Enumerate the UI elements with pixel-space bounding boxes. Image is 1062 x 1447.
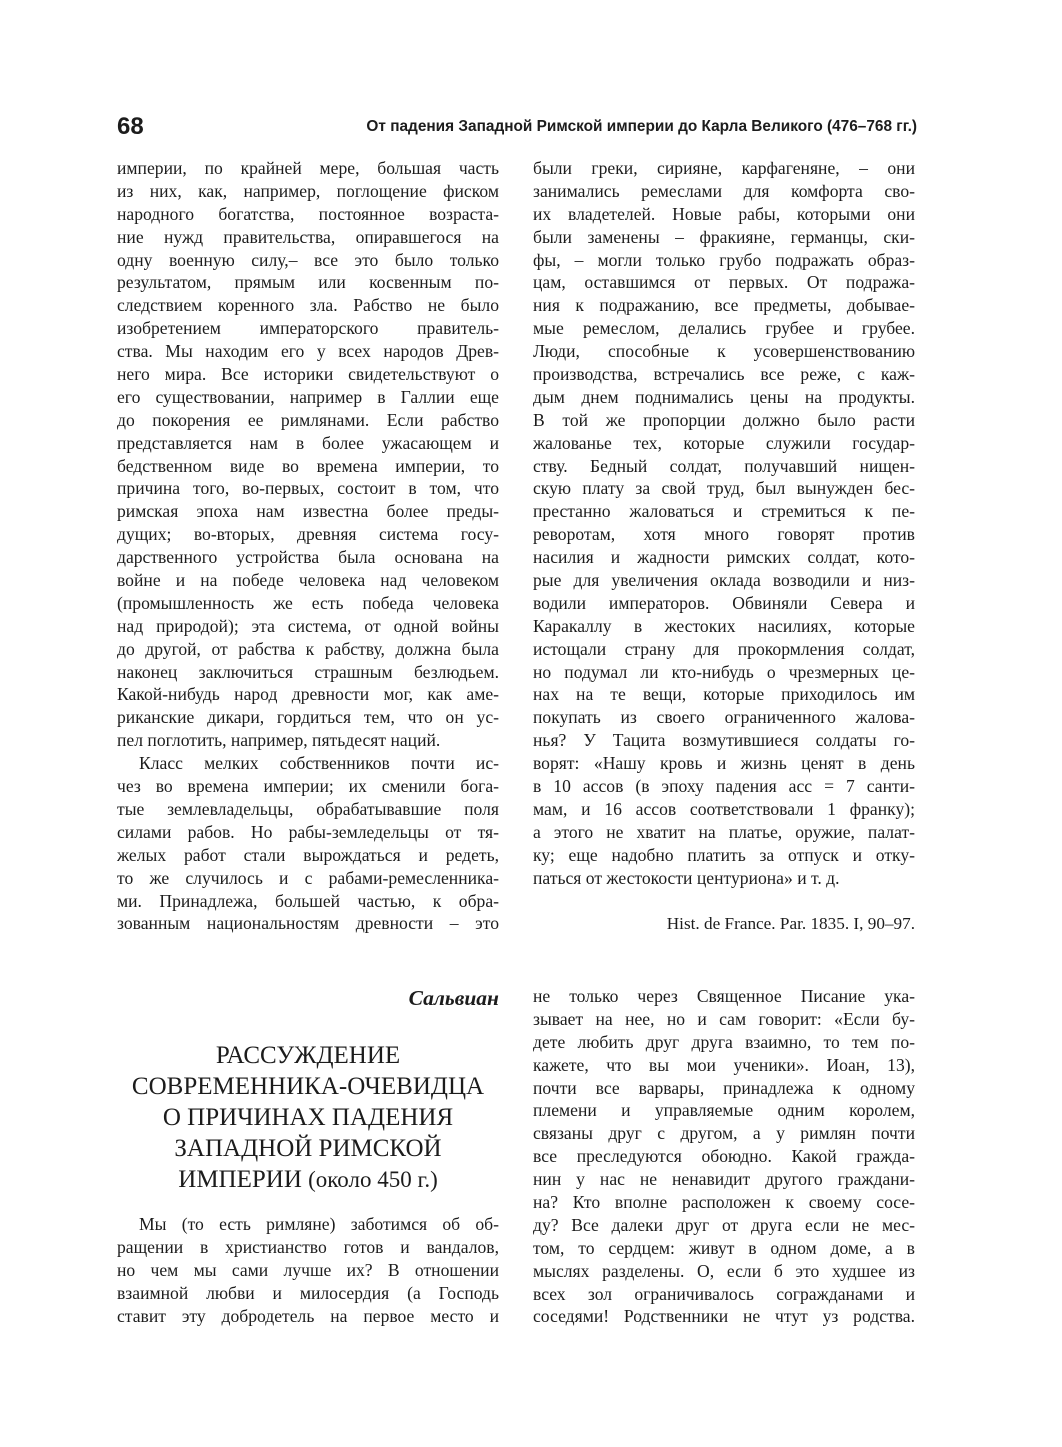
- text-line: реворотам, хотя много говорят против: [533, 524, 915, 545]
- text-line: были греки, сирияне, карфагеняне, – они: [533, 158, 915, 178]
- left-column-bottom-text: [117, 1213, 499, 1327]
- text-line: чез во времена империи; их сменили бога-: [117, 776, 499, 797]
- text-line: соседями! Родственники не чтут уз родства.: [533, 1306, 915, 1327]
- text-line: а этого не хватит на платье, оружие, палат-: [533, 821, 915, 842]
- text-line: кажете, что вы мои ученики». Иоан, 13),: [533, 1054, 915, 1075]
- text-line: скую плату за свой труд, был вынужден бес-: [533, 478, 915, 499]
- text-line: водили императоров. Обвиняли Севера и: [533, 592, 915, 613]
- text-line: изобретением императорского правитель-: [117, 318, 499, 339]
- text-line: все преследуются обоюдно. Какой гражда-: [533, 1146, 915, 1167]
- text-line: то же случилось и с рабами-ремесленника-: [117, 867, 499, 888]
- text-line: покупать из своего ограниченного жалова-: [533, 707, 915, 728]
- text-line: следствием коренного зла. Рабство не было: [117, 295, 499, 316]
- text-line: народного богатства, постоянное возраста-: [117, 203, 499, 224]
- text-line: войне и на победе человека над человеком: [117, 570, 499, 591]
- text-line: рые для увеличения оклада возводили и низ-: [533, 570, 915, 591]
- text-line: зывает на нее, но и сам говорит: «Если бу-: [533, 1008, 915, 1029]
- text-line: ку; еще надобно платить за отпуск и отку-: [533, 844, 915, 865]
- text-line: престанно жаловаться и стремиться к пе-: [533, 501, 915, 522]
- text-line: из них, как, например, поглощение фиском: [117, 180, 499, 201]
- text-line: фы, – могли только грубо подражать образ-: [533, 249, 915, 270]
- text-line: одну военную силу,– все это было только: [117, 249, 499, 270]
- text-line: Каракаллу в жестоких насилиях, которые: [533, 615, 915, 636]
- text-line: цам, оставшимся от первых. От подража-: [533, 272, 915, 293]
- title-date: (около 450 г.): [308, 1167, 438, 1192]
- text-line: нья? У Тацита возмутившиеся солдаты го-: [533, 730, 915, 751]
- text-line: риканские дикари, гордиться тем, что он ус-: [117, 707, 499, 728]
- text-line: паться от жестокости центуриона» и т. д.: [533, 867, 840, 888]
- text-line: ства. Мы находим его у всех народов Древ-: [117, 341, 499, 362]
- text-line: В той же пропорции должно было расти: [533, 409, 915, 430]
- text-line: Мы (то есть римляне) заботимся об об-: [139, 1214, 499, 1234]
- text-line: ния к подражанию, все предметы, добывае-: [533, 295, 915, 316]
- text-line: мам, и 16 ассов соответствовали 1 франку);: [533, 798, 915, 819]
- text-line: дым днем поднимались цены на продукты.: [533, 386, 915, 407]
- text-line: дете любить друг друга взаимно, то тем по-: [533, 1031, 915, 1052]
- title-line-last: [117, 1164, 499, 1195]
- text-line: ду? Все далеки друг от друга если не мес-: [533, 1214, 915, 1235]
- text-line: на? Кто вполне расположен к своему сосе-: [533, 1192, 915, 1213]
- text-line: римская эпоха нам известна более преды-: [117, 501, 499, 522]
- text-line: ращении в христианство готов и вандалов,: [117, 1236, 499, 1257]
- text-line: до покорения ее римлянами. Если рабство: [117, 409, 499, 430]
- text-line: дущих; во-вторых, древняя система госу-: [117, 524, 499, 545]
- title-line: ИМПЕРИИ: [178, 1166, 302, 1193]
- text-line: над природой); эта система, от одной войны: [117, 615, 499, 636]
- text-line: ству. Бедный солдат, получавший нищен-: [533, 455, 915, 476]
- text-line: желых работ стали вырождаться и редеть,: [117, 844, 499, 865]
- text-line: (промышленность же есть победа человека: [117, 592, 499, 613]
- title-line: РАССУЖДЕНИЕ: [215, 1042, 401, 1069]
- text-line: представляется нам в более ужасающем и: [117, 432, 499, 453]
- text-line: ворят: «Нашу кровь и жизнь ценят в день: [533, 753, 915, 774]
- text-line: бедственном виде во времена империи, то: [117, 455, 499, 476]
- text-line: связаны друг с другом, а у римлян почти: [533, 1123, 915, 1144]
- text-line: него мира. Все историки свидетельствуют о: [117, 364, 499, 385]
- text-line: том, то сердцем: живут в одном доме, а в: [533, 1237, 915, 1258]
- text-line: дарственного устройства была основана на: [117, 547, 499, 568]
- text-line: племени и управляемые одним королем,: [533, 1100, 915, 1121]
- source-reference: Hist. de France. Par. 1835. I, 90–97.: [666, 914, 915, 933]
- text-line: в 10 ассов (в эпоху падения асс = 7 санти-: [533, 776, 915, 797]
- text-line: нин у нас не ненавидит другого граждани-: [533, 1169, 915, 1190]
- text-line: пел поглотить, например, пятьдесят наций.: [117, 730, 441, 751]
- text-line: ние нужд правительства, опиравшегося на: [117, 226, 499, 247]
- text-line: их владетелей. Новые рабы, которыми они: [533, 203, 915, 224]
- left-column-top-text: [117, 157, 499, 935]
- text-line: причина того, во-первых, состоит в том, что: [117, 478, 499, 499]
- text-line: но подумал ли кто-нибудь о чрезмерных це-: [533, 661, 915, 682]
- text-line: ми. Принадлежа, большей частью, к обра-: [117, 890, 499, 911]
- text-line: жалованье тех, которые служили государ-: [533, 432, 915, 453]
- text-line: результатом, прямым или косвенным по-: [117, 272, 499, 293]
- text-line: ставит эту добродетель на первое место и: [117, 1305, 499, 1326]
- running-title: От падения Западной Римской империи до Карла Великого (476–768 гг.): [366, 118, 917, 135]
- text-line: мыслях разделены. О, если б это худшее из: [533, 1260, 915, 1281]
- text-line: но чем мы сами лучше их? В отношении: [117, 1259, 499, 1280]
- text-line: до другой, от рабства к рабству, должна была: [117, 638, 499, 659]
- text-line: тые землевладельцы, обрабатывавшие поля: [117, 798, 499, 819]
- text-line: не только через Священное Писание ука-: [533, 986, 915, 1006]
- text-line: империи, по крайней мере, большая часть: [117, 158, 499, 178]
- right-column-bottom-text: [533, 985, 915, 1328]
- text-line: зованным национальностям древности – это: [117, 913, 499, 934]
- text-line: почти все варвары, принадлежа к одному: [533, 1077, 915, 1098]
- title-line: О ПРИЧИНАХ ПАДЕНИЯ: [162, 1104, 454, 1131]
- text-line: наконец заключиться страшным безлюдьем.: [117, 661, 499, 682]
- text-line: Класс мелких собственников почти ис-: [139, 753, 499, 774]
- text-line: насилия и жадности римских солдат, кото-: [533, 547, 915, 568]
- text-line: всех зол ограничивалось согражданами и: [533, 1283, 915, 1304]
- right-column-top-text: [533, 157, 915, 890]
- section-title: [117, 1040, 499, 1195]
- title-line: СОВРЕМЕННИКА-ОЧЕВИДЦА: [131, 1073, 485, 1100]
- text-line: его существовании, например в Галлии еще: [117, 386, 499, 407]
- text-line: Люди, способные к усовершенствованию: [533, 341, 915, 362]
- section-author: Сальвиан: [408, 986, 499, 1010]
- text-line: взаимной любви и милосердия (а Господь: [117, 1282, 499, 1303]
- text-line: были заменены – фракияне, германцы, ски-: [533, 226, 915, 247]
- text-line: Какой-нибудь народ древности мог, как аме-: [117, 684, 499, 705]
- page-number: 68: [117, 113, 144, 140]
- text-line: истощали страну для прокормления солдат,: [533, 638, 915, 659]
- text-line: силами рабов. Но рабы-земледельцы от тя-: [117, 821, 499, 842]
- title-line: ЗАПАДНОЙ РИМСКОЙ: [174, 1135, 442, 1162]
- text-line: производства, встречались все реже, с каж-: [533, 364, 915, 385]
- page-header: [117, 112, 917, 142]
- text-line: нах на те вещи, которые приходилось им: [533, 684, 915, 705]
- text-line: занимались ремеслами для комфорта сво-: [533, 180, 915, 201]
- text-line: мые ремеслом, делались грубее и грубее.: [533, 318, 915, 339]
